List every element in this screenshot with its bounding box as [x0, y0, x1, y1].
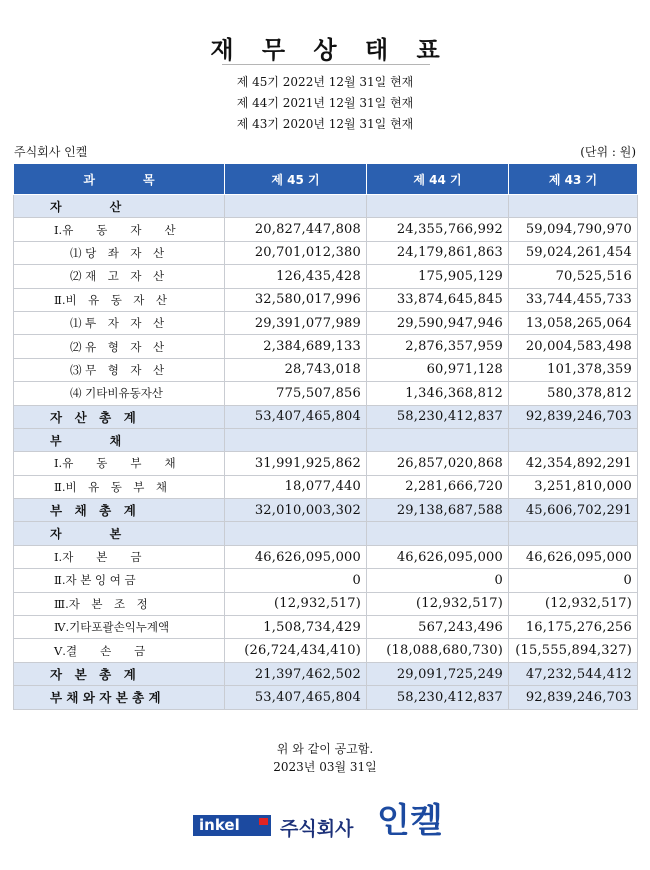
row-value-43: 70,525,516: [509, 265, 638, 288]
table-row-section: [14, 428, 638, 451]
header-period-45: 제 45 기: [225, 164, 367, 195]
row-value-44: 29,590,947,946: [367, 311, 509, 334]
row-value-43: 33,744,455,733: [509, 288, 638, 311]
balance-sheet-table: [13, 163, 638, 710]
row-value-45: 32,010,003,302: [225, 499, 367, 522]
row-value-45: [225, 195, 367, 218]
row-value-43: 16,175,276,256: [509, 616, 638, 639]
table-row-item: [14, 452, 638, 475]
company-name: 주식회사 인켈: [14, 145, 88, 159]
row-value-43: [509, 428, 638, 451]
row-value-43: (12,932,517): [509, 592, 638, 615]
row-value-44: 2,876,357,959: [367, 335, 509, 358]
row-value-44: 175,905,129: [367, 265, 509, 288]
row-value-45: 32,580,017,996: [225, 288, 367, 311]
table-row-sub: [14, 265, 638, 288]
row-label: Ⅱ.자 본 잉 여 금: [14, 569, 225, 592]
row-value-45: 28,743,018: [225, 358, 367, 381]
table-row-total: [14, 499, 638, 522]
row-value-43: 20,004,583,498: [509, 335, 638, 358]
row-value-45: 20,827,447,808: [225, 218, 367, 241]
row-label: 부 채: [14, 428, 225, 451]
footer: [0, 740, 650, 776]
row-value-43: 101,378,359: [509, 358, 638, 381]
row-value-44: 567,243,496: [367, 616, 509, 639]
row-value-45: 53,407,465,804: [225, 405, 367, 428]
row-value-43: 59,094,790,970: [509, 218, 638, 241]
table-row-sub: [14, 335, 638, 358]
row-value-44: 58,230,412,837: [367, 405, 509, 428]
table-row-sub: [14, 358, 638, 381]
row-value-44: 2,281,666,720: [367, 475, 509, 498]
row-value-44: (12,932,517): [367, 592, 509, 615]
table-row-total: [14, 686, 638, 709]
row-value-44: 29,091,725,249: [367, 662, 509, 685]
footer-date: 2023년 03월 31일: [273, 760, 377, 774]
logo-red-accent: [259, 818, 268, 825]
currency-unit: (단위 : 원): [580, 145, 636, 159]
table-row-section: [14, 522, 638, 545]
row-label: Ⅰ.자 본 금: [14, 545, 225, 568]
table-row-item: [14, 639, 638, 662]
row-value-44: 26,857,020,868: [367, 452, 509, 475]
row-value-43: 47,232,544,412: [509, 662, 638, 685]
row-value-44: 0: [367, 569, 509, 592]
row-label: ⑵ 재 고 자 산: [14, 265, 225, 288]
header-period-44: 제 44 기: [367, 164, 509, 195]
row-label: Ⅳ.기타포괄손익누계액: [14, 616, 225, 639]
row-value-44: 24,355,766,992: [367, 218, 509, 241]
row-value-43: 92,839,246,703: [509, 405, 638, 428]
row-value-43: 45,606,702,291: [509, 499, 638, 522]
document-title: 재 무 상 태 표: [210, 36, 450, 64]
row-value-43: (15,555,894,327): [509, 639, 638, 662]
row-label: 자 본 총 계: [14, 662, 225, 685]
row-label: ⑶ 무 형 자 산: [14, 358, 225, 381]
table-row-item: [14, 592, 638, 615]
row-value-44: 58,230,412,837: [367, 686, 509, 709]
row-value-43: 0: [509, 569, 638, 592]
row-value-45: 20,701,012,380: [225, 241, 367, 264]
row-value-45: 21,397,462,502: [225, 662, 367, 685]
row-value-44: 60,971,128: [367, 358, 509, 381]
table-row-item: [14, 616, 638, 639]
row-label: Ⅰ.유 동 자 산: [14, 218, 225, 241]
header-period-43: 제 43 기: [509, 164, 638, 195]
row-label: Ⅱ.비 유 동 부 채: [14, 475, 225, 498]
row-label: 부 채 총 계: [14, 499, 225, 522]
table-row-total: [14, 405, 638, 428]
period-45: 제 45기 2022년 12월 31일 현재: [236, 75, 414, 89]
row-value-44: 29,138,687,588: [367, 499, 509, 522]
row-value-44: [367, 428, 509, 451]
row-value-45: 775,507,856: [225, 382, 367, 405]
header-account: 과 목: [14, 164, 225, 195]
footer-statement: 위 와 같이 공고함.: [276, 742, 374, 756]
row-value-44: [367, 195, 509, 218]
table-row-item: [14, 218, 638, 241]
period-43: 제 43기 2020년 12월 31일 현재: [236, 117, 414, 131]
table-row-sub: [14, 311, 638, 334]
row-label: 자 산 총 계: [14, 405, 225, 428]
row-value-44: 1,346,368,812: [367, 382, 509, 405]
row-label: Ⅱ.비 유 동 자 산: [14, 288, 225, 311]
row-value-44: 24,179,861,863: [367, 241, 509, 264]
table-row-total: [14, 662, 638, 685]
period-44: 제 44기 2021년 12월 31일 현재: [236, 96, 414, 110]
fiscal-periods: [0, 72, 650, 135]
table-row-sub: [14, 382, 638, 405]
table-header-row: [14, 164, 638, 195]
row-label: ⑴ 당 좌 자 산: [14, 241, 225, 264]
row-value-45: [225, 428, 367, 451]
row-label: Ⅰ.유 동 부 채: [14, 452, 225, 475]
row-label: 부 채 와 자 본 총 계: [14, 686, 225, 709]
row-label: 자 본: [14, 522, 225, 545]
row-value-44: 46,626,095,000: [367, 545, 509, 568]
row-value-43: [509, 195, 638, 218]
row-label: Ⅲ.자 본 조 정: [14, 592, 225, 615]
row-value-43: 46,626,095,000: [509, 545, 638, 568]
logo-company-type: 주식회사: [280, 818, 354, 840]
row-value-44: (18,088,680,730): [367, 639, 509, 662]
row-value-45: 46,626,095,000: [225, 545, 367, 568]
table-row-item: [14, 569, 638, 592]
row-value-45: (26,724,434,410): [225, 639, 367, 662]
row-label: ⑴ 투 자 자 산: [14, 311, 225, 334]
table-row-sub: [14, 241, 638, 264]
title-underline: [222, 64, 430, 65]
table-row-item: [14, 545, 638, 568]
table-row-section: [14, 195, 638, 218]
row-label: ⑵ 유 형 자 산: [14, 335, 225, 358]
row-value-45: (12,932,517): [225, 592, 367, 615]
row-value-45: 29,391,077,989: [225, 311, 367, 334]
row-value-43: 92,839,246,703: [509, 686, 638, 709]
company-logo: [193, 800, 463, 844]
row-value-43: 580,378,812: [509, 382, 638, 405]
row-value-44: [367, 522, 509, 545]
row-value-45: 1,508,734,429: [225, 616, 367, 639]
row-value-44: 33,874,645,845: [367, 288, 509, 311]
row-label: Ⅴ.결 손 금: [14, 639, 225, 662]
row-value-43: [509, 522, 638, 545]
row-value-45: 53,407,465,804: [225, 686, 367, 709]
row-value-45: [225, 522, 367, 545]
row-value-45: 126,435,428: [225, 265, 367, 288]
row-value-45: 0: [225, 569, 367, 592]
row-value-45: 2,384,689,133: [225, 335, 367, 358]
row-value-43: 42,354,892,291: [509, 452, 638, 475]
table-row-item: [14, 288, 638, 311]
row-value-45: 18,077,440: [225, 475, 367, 498]
table-row-item: [14, 475, 638, 498]
row-value-43: 13,058,265,064: [509, 311, 638, 334]
row-label: 자 산: [14, 195, 225, 218]
row-value-45: 31,991,925,862: [225, 452, 367, 475]
logo-brand-name: 인켈: [377, 801, 443, 841]
row-value-43: 59,024,261,454: [509, 241, 638, 264]
row-label: ⑷ 기타비유동자산: [14, 382, 225, 405]
logo-mark-text: inkel: [199, 816, 240, 834]
row-value-43: 3,251,810,000: [509, 475, 638, 498]
